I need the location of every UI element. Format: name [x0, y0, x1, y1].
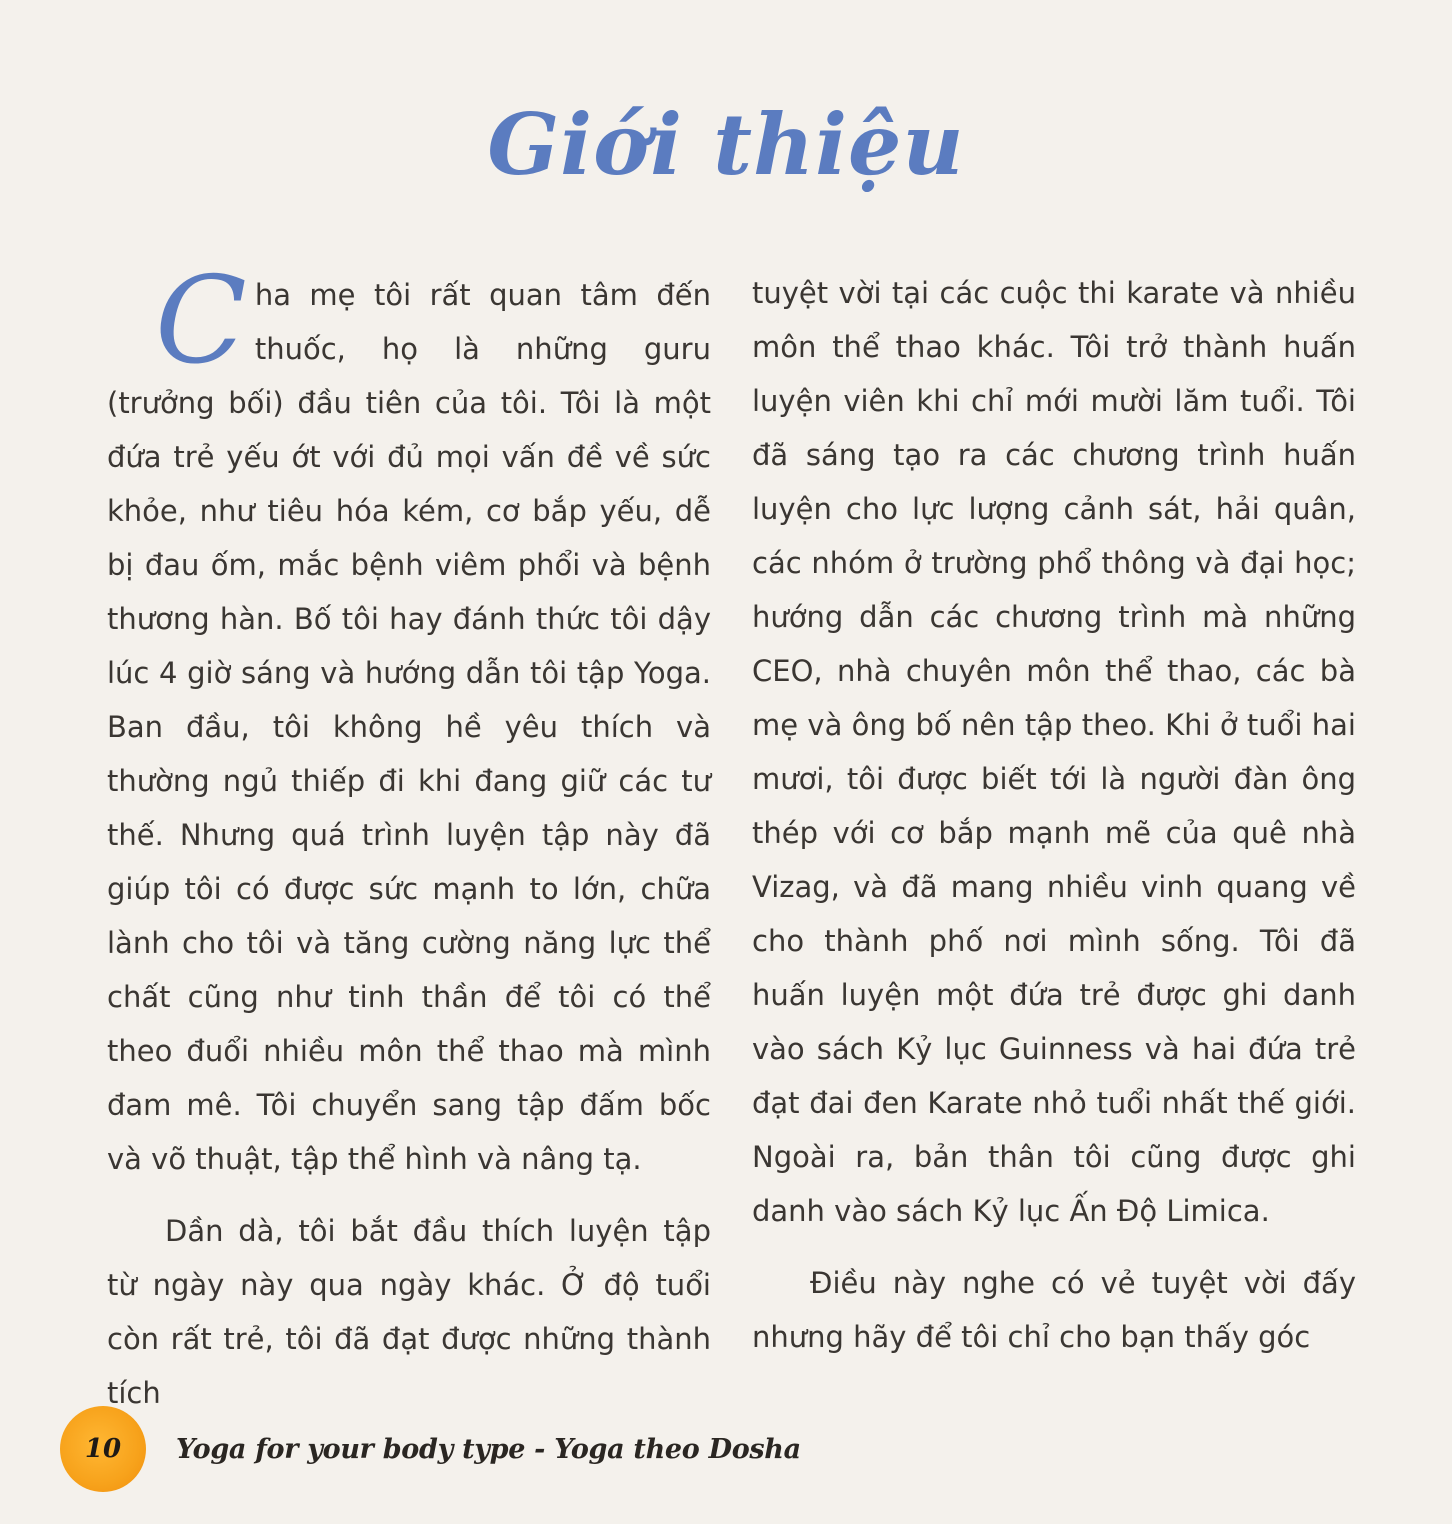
running-title: Yoga for your body type - Yoga theo Dosha	[176, 1433, 801, 1465]
drop-cap: C	[155, 252, 247, 391]
page-number: 10	[84, 1434, 122, 1464]
paragraph-3: tuyệt vời tại các cuộc thi karate và nhiều môn thể thao khác. Tôi trở thành huấn luyện viên khi chỉ mới mười lăm tuổi. Tôi đã sáng tạo ra các chương trình huấn luyện cho lực lượng cảnh sát, hải quân, các nhóm ở trường phổ thông và đại học; hướng dẫn các chương trình mà những CEO, nhà chuyên môn thể thao, các bà mẹ và ông bố nên tập theo. Khi ở tuổi hai mươi, tôi được biết tới là người đàn ông thép với cơ bắp mạnh mẽ của quê nhà Vizag, và đã mang nhiều vinh quang về cho thành phố nơi mình sống. Tôi đã huấn luyện một đứa trẻ được ghi danh vào sách Kỷ lục Guinness và hai đứa trẻ đạt đai đen Karate nhỏ tuổi nhất thế giới. Ngoài ra, bản thân tôi cũng được ghi danh vào sách Kỷ lục Ấn Độ Limica.	[752, 276, 1356, 1228]
page-title: Giới thiệu	[487, 95, 965, 194]
paragraph-4: Điều này nghe có vẻ tuyệt vời đấy nhưng hãy để tôi chỉ cho bạn thấy góc	[752, 1266, 1356, 1354]
page-number-badge	[60, 1406, 146, 1492]
paragraph-1-text: ha mẹ tôi rất quan tâm đến thuốc, họ là những guru (trưởng bối) đầu tiên của tôi. Tôi là một đứa trẻ yếu ớt với đủ mọi vấn đề về sức khỏe, như tiêu hóa kém, cơ bắp yếu, dễ bị đau ốm, mắc bệnh viêm phổi và bệnh thương hàn. Bố tôi hay đánh thức tôi dậy lúc 4 giờ sáng và hướng dẫn tôi tập Yoga. Ban đầu, tôi không hề yêu thích và thường ngủ thiếp đi khi đang giữ các tư thế. Nhưng quá trình luyện tập này đã giúp tôi có được sức mạnh to lớn, chữa lành cho tôi và tăng cường năng lực thể chất cũng như tinh thần để tôi có thể theo đuổi nhiều môn thể thao mà mình đam mê. Tôi chuyển sang tập đấm bốc và võ thuật, tập thể hình và nâng tạ.	[107, 278, 711, 1176]
right-column	[752, 266, 1356, 1364]
page-footer	[60, 1404, 801, 1494]
left-column	[107, 252, 711, 1420]
paragraph-1	[107, 252, 711, 1186]
paragraph-2: Dần dà, tôi bắt đầu thích luyện tập từ ngày này qua ngày khác. Ở độ tuổi còn rất trẻ, tôi đã đạt được những thành tích	[107, 1214, 711, 1410]
